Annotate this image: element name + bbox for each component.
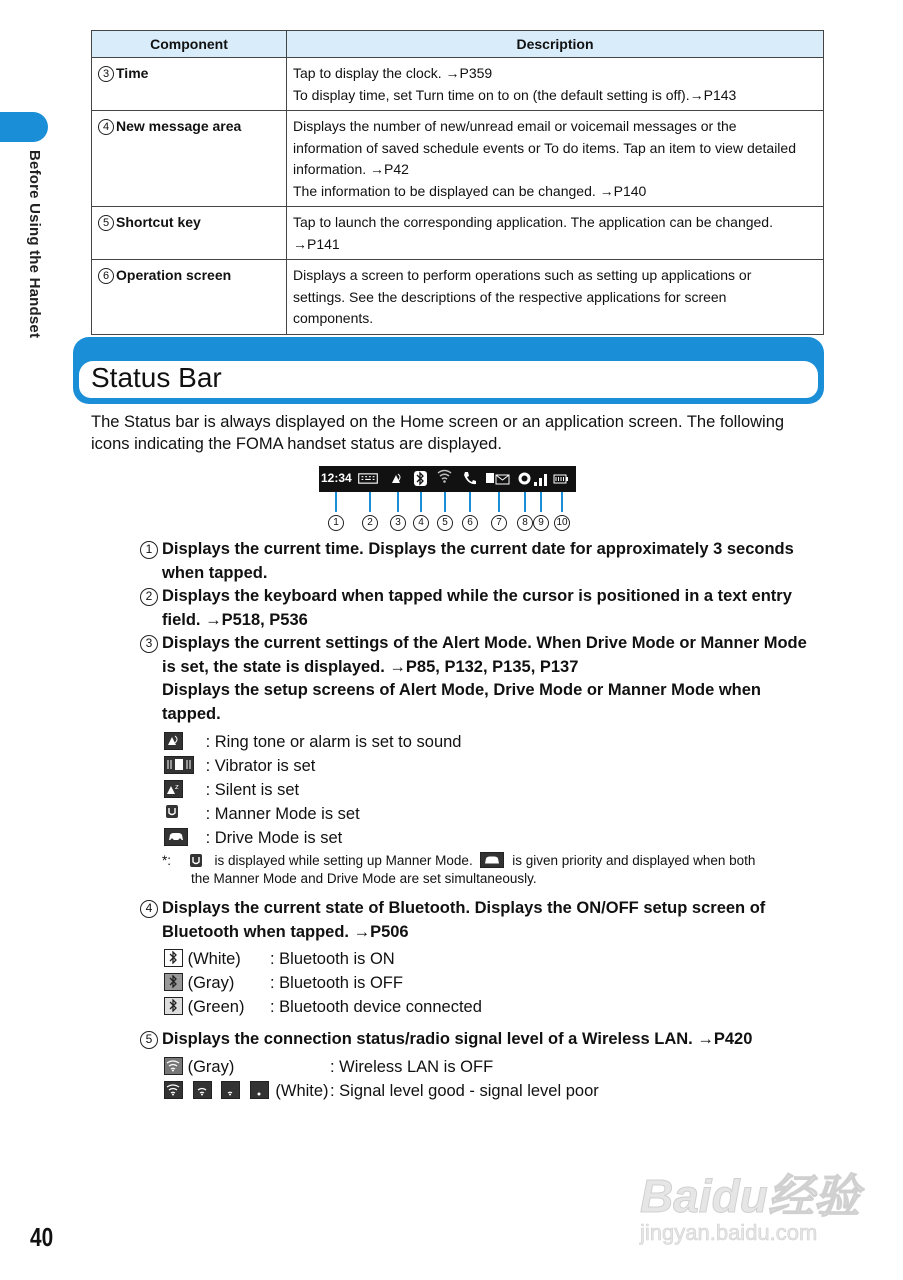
sync-icon bbox=[517, 471, 532, 486]
side-chapter-label: Before Using the Handset bbox=[26, 150, 43, 339]
item-line: tapped. bbox=[162, 705, 221, 724]
vibrate-icon bbox=[164, 756, 194, 774]
alert-mode-text: : Drive Mode is set bbox=[205, 829, 343, 847]
item-line: field. →P518, P536 bbox=[162, 610, 308, 629]
bluetooth-white-icon bbox=[164, 949, 183, 967]
component-name: Shortcut key bbox=[116, 214, 201, 230]
manner-icon bbox=[164, 804, 183, 822]
circled-number: 5 bbox=[140, 1031, 158, 1049]
section-title: Status Bar bbox=[91, 362, 222, 393]
description-cell bbox=[287, 111, 824, 207]
callout-leader bbox=[444, 492, 446, 512]
callout-leader bbox=[561, 492, 563, 512]
description-line: components. bbox=[293, 310, 374, 326]
table-row bbox=[92, 260, 824, 335]
phone-icon bbox=[462, 471, 477, 486]
circled-number: 3 bbox=[98, 66, 114, 82]
signal-icon bbox=[533, 471, 548, 486]
circled-number: 3 bbox=[140, 635, 158, 653]
bluetooth-text: : Bluetooth is OFF bbox=[270, 974, 403, 992]
item-line: Displays the current state of Bluetooth. Displays the ON/OFF setup screen of bbox=[162, 899, 766, 917]
description-cell bbox=[287, 207, 824, 260]
callout-number: 4 bbox=[413, 515, 429, 531]
bluetooth-row bbox=[164, 996, 482, 1020]
circled-number: 4 bbox=[98, 119, 114, 135]
status-item-alert-mode bbox=[140, 632, 825, 727]
section-header bbox=[73, 337, 824, 404]
description-line: settings. See the descriptions of the respective applications for screen bbox=[293, 288, 727, 305]
wlan-row bbox=[164, 1056, 494, 1080]
status-time: 12:34 bbox=[321, 471, 352, 485]
callout-leader bbox=[469, 492, 471, 512]
alert-mode-row bbox=[164, 827, 342, 851]
alert-mode-text: : Vibrator is set bbox=[205, 757, 316, 775]
status-item-keyboard bbox=[140, 585, 825, 632]
wlan-poor-icon bbox=[250, 1081, 269, 1099]
component-name: Operation screen bbox=[116, 267, 232, 283]
note-text: is displayed while setting up Manner Mode. bbox=[214, 853, 473, 868]
components-table bbox=[91, 30, 824, 335]
callout-leader bbox=[397, 492, 399, 512]
watermark bbox=[640, 1160, 860, 1246]
item-line: when tapped. bbox=[162, 563, 268, 582]
bluetooth-text: : Bluetooth is ON bbox=[270, 950, 395, 968]
alert-mode-icon bbox=[389, 471, 404, 486]
component-cell bbox=[92, 207, 287, 260]
description-line: information of saved schedule events or To do items. Tap an item to view detailed bbox=[293, 139, 796, 156]
callout-leader bbox=[498, 492, 500, 512]
status-bar-illustration bbox=[319, 466, 576, 492]
callout-number: 9 bbox=[533, 515, 549, 531]
status-item-bluetooth bbox=[140, 897, 825, 944]
callout-number: 10 bbox=[554, 515, 570, 531]
component-cell bbox=[92, 260, 287, 335]
battery-icon bbox=[553, 471, 568, 486]
wlan-gray-icon bbox=[164, 1057, 183, 1075]
bluetooth-row bbox=[164, 948, 395, 972]
circled-number: 5 bbox=[98, 215, 114, 231]
item-line: Displays the setup screens of Alert Mode, Drive Mode or Manner Mode when bbox=[162, 681, 762, 700]
circled-number: 4 bbox=[140, 900, 158, 918]
alert-mode-text: : Manner Mode is set bbox=[205, 805, 360, 823]
watermark-url: jingyan.baidu.com bbox=[640, 1220, 818, 1245]
svg-text:z: z bbox=[175, 783, 179, 791]
bluetooth-row bbox=[164, 972, 403, 996]
wlan-text: : Signal level good - signal level poor bbox=[330, 1082, 599, 1100]
bluetooth-color-label: (Green) bbox=[187, 998, 245, 1016]
wlan-color-label: (White) bbox=[275, 1082, 329, 1100]
table-row bbox=[92, 58, 824, 111]
description-line: Displays a screen to perform operations such as setting up applications or bbox=[293, 267, 752, 283]
circled-number: 6 bbox=[98, 268, 114, 284]
message-icon bbox=[485, 471, 511, 486]
status-item-wlan bbox=[140, 1028, 825, 1052]
component-cell bbox=[92, 111, 287, 207]
wlan-low-icon bbox=[221, 1081, 240, 1099]
callout-leader bbox=[420, 492, 422, 512]
watermark-logo: Baidu经验 bbox=[640, 1170, 860, 1222]
table-header-description: Description bbox=[287, 31, 824, 58]
bluetooth-green-icon bbox=[164, 997, 183, 1015]
wlan-icon bbox=[437, 468, 452, 483]
description-cell bbox=[287, 58, 824, 111]
description-line: To display time, set Turn time on to on (the default setting is off).→P143 bbox=[293, 86, 737, 103]
item-line: Displays the keyboard when tapped while the cursor is positioned in a text entry bbox=[162, 587, 792, 605]
bluetooth-color-label: (Gray) bbox=[187, 974, 235, 992]
side-tab-marker bbox=[0, 112, 48, 142]
description-line: information. →P42 bbox=[293, 161, 409, 177]
description-line: Tap to display the clock. →P359 bbox=[293, 65, 493, 81]
component-name: New message area bbox=[116, 118, 242, 134]
manner-icon bbox=[189, 853, 211, 869]
alert-mode-row bbox=[164, 803, 360, 827]
item-line: Bluetooth when tapped. →P506 bbox=[162, 922, 409, 941]
bluetooth-gray-icon bbox=[164, 973, 183, 991]
alert-mode-row bbox=[164, 731, 461, 755]
section-intro: The Status bar is always displayed on the Home screen or an application screen. The following icons indicating the FOMA handset status are displayed. bbox=[91, 413, 785, 453]
wlan-row bbox=[164, 1080, 599, 1104]
description-line: Displays the number of new/unread email or voicemail messages or the bbox=[293, 118, 737, 134]
component-cell bbox=[92, 58, 287, 111]
keyboard-icon bbox=[357, 472, 379, 487]
wlan-text: : Wireless LAN is OFF bbox=[330, 1058, 494, 1076]
description-cell bbox=[287, 260, 824, 335]
bluetooth-color-label: (White) bbox=[187, 950, 241, 968]
bluetooth-icon bbox=[413, 471, 428, 486]
alert-mode-text: : Silent is set bbox=[205, 781, 300, 799]
callout-leader bbox=[540, 492, 542, 512]
alert-mode-text: : Ring tone or alarm is set to sound bbox=[205, 733, 462, 751]
page-number: 40 bbox=[30, 1222, 54, 1252]
callout-leader bbox=[369, 492, 371, 512]
circled-number: 1 bbox=[140, 541, 158, 559]
table-row bbox=[92, 207, 824, 260]
drive-icon bbox=[164, 828, 188, 846]
callout-number: 8 bbox=[517, 515, 533, 531]
callout-number: 3 bbox=[390, 515, 406, 531]
item-line: is set, the state is displayed. →P85, P132, P135, P137 bbox=[162, 657, 579, 676]
description-line: The information to be displayed can be changed. →P140 bbox=[293, 182, 647, 199]
component-name: Time bbox=[116, 65, 149, 81]
alert-mode-note bbox=[162, 852, 822, 888]
item-line: Displays the current settings of the Alert Mode. When Drive Mode or Manner Mode bbox=[162, 634, 807, 652]
silent-icon bbox=[164, 780, 183, 798]
table-header-component: Component bbox=[92, 31, 287, 58]
callout-leader bbox=[524, 492, 526, 512]
table-header-row bbox=[92, 31, 824, 58]
callout-leader bbox=[335, 492, 337, 512]
wlan-strong-icon bbox=[164, 1081, 183, 1099]
item-line: Displays the current time. Displays the current date for approximately 3 seconds bbox=[162, 540, 794, 558]
wlan-color-label: (Gray) bbox=[187, 1058, 235, 1076]
callout-number: 1 bbox=[328, 515, 344, 531]
drive-icon bbox=[480, 852, 504, 868]
bluetooth-text: : Bluetooth device connected bbox=[270, 998, 482, 1016]
description-line: Tap to launch the corresponding application. The application can be changed. bbox=[293, 214, 773, 230]
callout-number: 6 bbox=[462, 515, 478, 531]
note-text: is given priority and displayed when both bbox=[512, 853, 756, 868]
note-marker: *: bbox=[162, 853, 172, 868]
ring-icon bbox=[164, 732, 183, 750]
callout-number: 5 bbox=[437, 515, 453, 531]
callout-number: 2 bbox=[362, 515, 378, 531]
circled-number: 2 bbox=[140, 588, 158, 606]
table-row bbox=[92, 111, 824, 207]
alert-mode-row bbox=[164, 755, 315, 779]
item-line: Displays the connection status/radio signal level of a Wireless LAN. →P420 bbox=[162, 1030, 753, 1048]
callout-number: 7 bbox=[491, 515, 507, 531]
note-text: the Manner Mode and Drive Mode are set simultaneously. bbox=[191, 871, 537, 886]
status-item-time bbox=[140, 538, 825, 585]
section-header-inner bbox=[79, 361, 818, 398]
alert-mode-row bbox=[164, 779, 299, 803]
description-line: →P141 bbox=[293, 235, 340, 252]
wlan-medium-icon bbox=[193, 1081, 212, 1099]
